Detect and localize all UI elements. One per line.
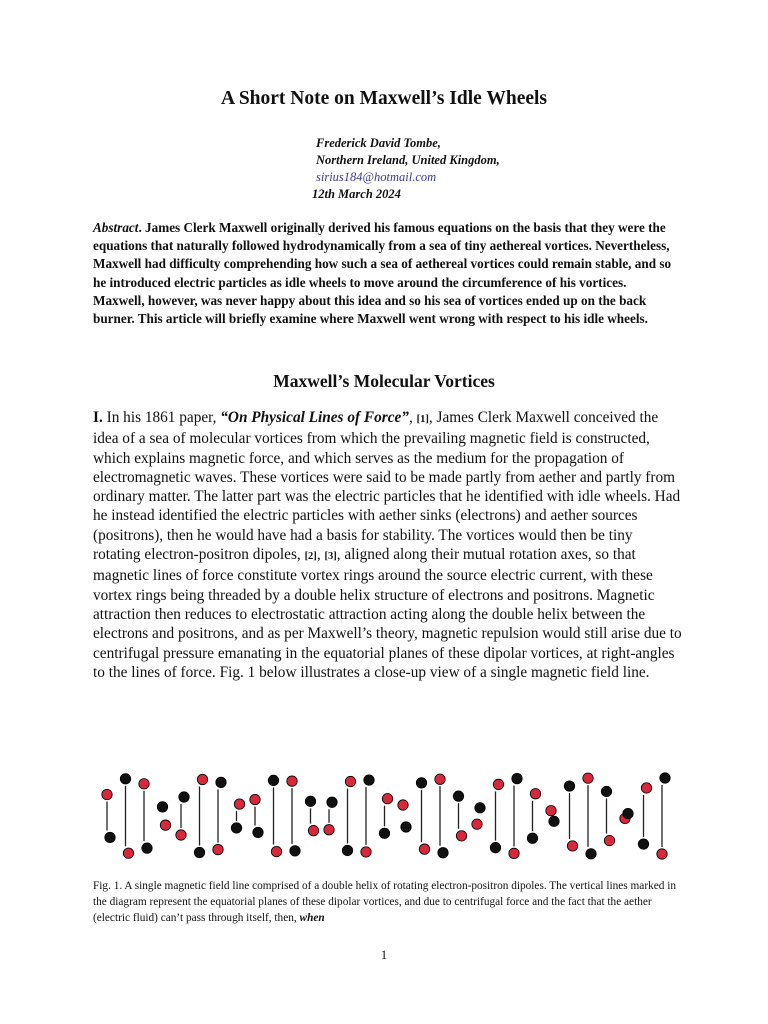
- positron-dot: [382, 793, 392, 803]
- positron-dot: [546, 805, 556, 815]
- author-location: Northern Ireland, United Kingdom,: [316, 153, 500, 167]
- electron-dot: [216, 777, 226, 787]
- electron-dot: [290, 846, 300, 856]
- author-email-link[interactable]: sirius184@hotmail.com: [316, 170, 437, 184]
- positron-dot: [604, 835, 614, 845]
- page-number: 1: [380, 948, 388, 962]
- paragraph-text: In his 1861 paper,: [102, 409, 221, 426]
- electron-dot: [527, 833, 537, 843]
- electron-dot: [268, 775, 278, 785]
- positron-dot: [456, 831, 466, 841]
- section-number: I.: [93, 409, 103, 426]
- electron-dot: [327, 797, 337, 807]
- electron-dot: [512, 773, 522, 783]
- electron-dot: [586, 849, 596, 859]
- positron-dot: [472, 819, 482, 829]
- electron-dot: [438, 848, 448, 858]
- electron-dot: [638, 839, 648, 849]
- electron-dot: [231, 823, 241, 833]
- positron-dot: [324, 825, 334, 835]
- cited-paper-title: “On Physical Lines of Force”: [220, 409, 409, 426]
- caption-text: Fig. 1. A single magnetic field line comprised of a double helix of rotating electron-positron dipoles. The vertical lines marked in the diagram represent the equatorial planes of these dipolar vortices, and due to centrifugal force and the fact that the aether (electric fluid) can’t pass through itself, then,: [93, 880, 677, 924]
- positron-dot: [197, 774, 207, 784]
- electron-dot: [142, 843, 152, 853]
- abstract: [93, 219, 678, 328]
- electron-dot: [105, 832, 115, 842]
- author-name: Frederick David Tombe,: [316, 136, 441, 150]
- electron-dot: [342, 845, 352, 855]
- positron-dot: [287, 776, 297, 786]
- positron-dot: [419, 844, 429, 854]
- section-paragraph: [93, 408, 683, 682]
- electron-dot: [157, 802, 167, 812]
- positron-dot: [102, 789, 112, 799]
- paragraph-text: ,: [316, 546, 325, 564]
- electron-dot: [379, 828, 389, 838]
- positron-dot: [176, 830, 186, 840]
- positron-dot: [361, 847, 371, 857]
- caption-emphasis: when: [299, 912, 325, 924]
- paragraph-text: , aligned along their mutual rotation axes, so that magnetic lines of force constitute vortex rings around the source electric current, with these vortex rings being threaded by a double helix structure of electrons and positrons. Magnetic attraction then reduces to electrostatic attraction acting along the double helix between the electrons and positrons, and as per Maxwell’s theory, magnetic repulsion would still arise due to centrifugal pressure emanating in the equatorial planes of these dipolar vortices, at right-angles to the lines of force. Fig. 1 below illustrates a close-up view of a single magnetic field line.: [93, 546, 682, 681]
- positron-dot: [583, 773, 593, 783]
- positron-dot: [139, 779, 149, 789]
- electron-dot: [549, 816, 559, 826]
- positron-dot: [530, 789, 540, 799]
- positron-dot: [234, 799, 244, 809]
- positron-dot: [657, 849, 667, 859]
- electron-dot: [564, 781, 574, 791]
- electron-dot: [401, 822, 411, 832]
- positron-dot: [435, 774, 445, 784]
- positron-dot: [213, 844, 223, 854]
- reference-link[interactable]: [1]: [416, 414, 429, 425]
- author-block: [312, 135, 500, 203]
- positron-dot: [123, 848, 133, 858]
- paragraph-text: ,: [408, 409, 417, 426]
- section-heading: Maxwell’s Molecular Vortices: [273, 371, 495, 391]
- electron-dot: [490, 842, 500, 852]
- positron-dot: [398, 800, 408, 810]
- paragraph-text: , James Clerk Maxwell conceived the idea of a sea of molecular vortices from which the prevailing magnetic field is constructed, which explains magnetic force, and which serves as the medium for the propagation of electromagnetic waves. These vortices were said to be made partly from aether and partly from ordinary matter. The latter part was the electric particles that he identified with idle wheels. Had he instead identified the electric particles with aether sinks (electrons) and aether sources (positrons), then he would have had a basis for stability. The vortices would then be tiny rotating electron-positron dipoles,: [93, 409, 681, 564]
- reference-link[interactable]: [2]: [304, 551, 317, 563]
- positron-dot: [160, 820, 170, 830]
- electron-dot: [179, 792, 189, 802]
- positron-dot: [641, 783, 651, 793]
- positron-dot: [308, 825, 318, 835]
- electron-dot: [305, 796, 315, 806]
- positron-dot: [271, 846, 281, 856]
- electron-dot: [120, 774, 130, 784]
- positron-dot: [493, 779, 503, 789]
- positron-dot: [567, 841, 577, 851]
- electron-dot: [475, 803, 485, 813]
- double-helix-figure: [95, 762, 685, 870]
- electron-dot: [253, 827, 263, 837]
- figure-caption: [93, 878, 685, 926]
- positron-dot: [509, 848, 519, 858]
- electron-dot: [453, 791, 463, 801]
- positron-dot: [345, 776, 355, 786]
- electron-dot: [660, 773, 670, 783]
- electron-dot: [194, 847, 204, 857]
- electron-dot: [601, 786, 611, 796]
- reference-link[interactable]: [3]: [324, 551, 337, 563]
- abstract-label: Abstract: [93, 220, 139, 235]
- electron-dot: [416, 778, 426, 788]
- positron-dot: [250, 794, 260, 804]
- abstract-text: . James Clerk Maxwell originally derived his famous equations on the basis that they were the equations that naturally followed hydrodynamically from a sea of tiny aethereal vortices. Nevertheless, Maxwell had difficulty comprehending how such a sea of aethereal vortices could remain stable, and so he introduced electric particles as idle wheels to move around the circumference of his vortices. Maxwell, however, was never happy about this idea and so his sea of vortices ended up on the back burner. This article will briefly examine where Maxwell went wrong with respect to his idle wheels.: [93, 220, 672, 327]
- electron-dot: [364, 775, 374, 785]
- publication-date: 12th March 2024: [312, 187, 401, 201]
- paper-title: A Short Note on Maxwell’s Idle Wheels: [220, 88, 548, 109]
- electron-dot: [623, 808, 633, 818]
